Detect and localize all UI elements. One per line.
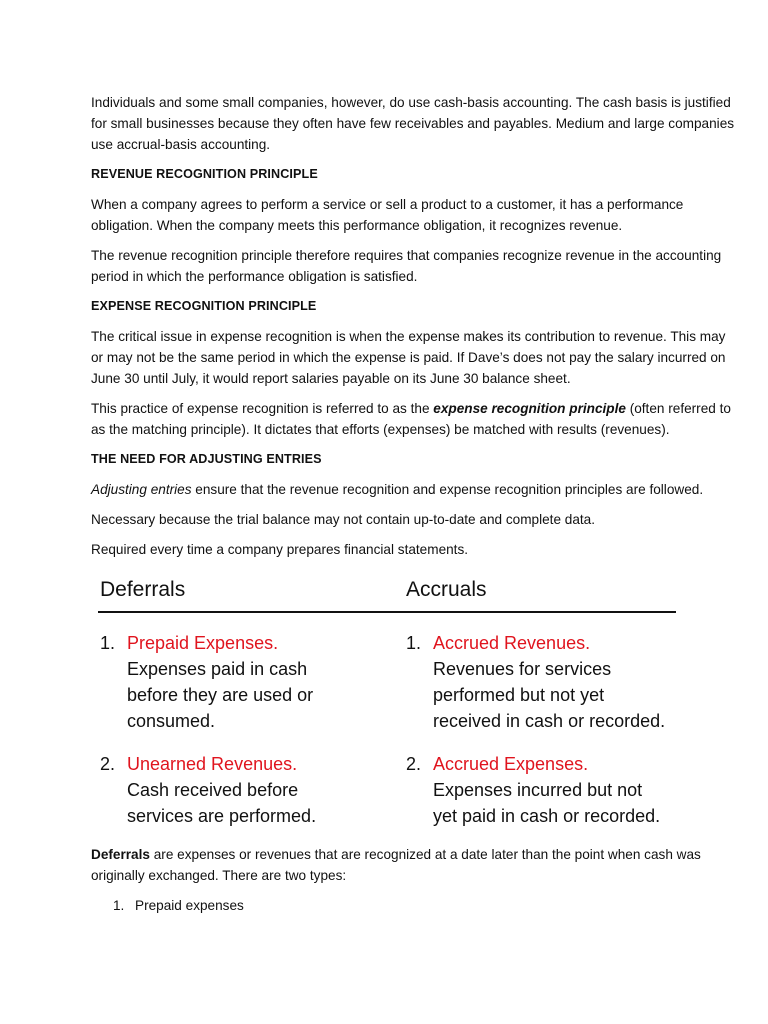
paragraph-adjusting-entries [91, 479, 741, 500]
description-line: before they are used or [127, 685, 314, 705]
item-description [433, 656, 665, 734]
list-item [91, 895, 741, 916]
paragraph-matching-principle [91, 398, 741, 440]
item-number: 1. [100, 633, 116, 653]
accruals-column [406, 572, 676, 826]
description-line: performed but not yet [433, 685, 605, 705]
item-description [127, 777, 316, 829]
paragraph-expense-critical-issue: The critical issue in expense recognition is when the expense makes its contribution to revenue. This may or may not be the same period in which the expense is paid. If Dave’s does not pay the salary incurred on June 30 until July, it would report salaries payable on its June 30 balance sheet. [91, 329, 726, 386]
heading-adjusting-entries: THE NEED FOR ADJUSTING ENTRIES [91, 452, 322, 466]
item-title: Accrued Expenses. [433, 754, 589, 774]
term-adjusting-entries: Adjusting entries [91, 482, 192, 497]
item-title: Prepaid Expenses. [127, 633, 279, 653]
deferrals-column [100, 572, 390, 826]
text-segment: ensure that the revenue recognition and expense recognition principles are followed. [191, 482, 704, 497]
deferrals-definition-section [91, 844, 741, 916]
document-body [91, 92, 741, 569]
deferrals-header: Deferrals [100, 578, 186, 601]
text-segment: are expenses or revenues that are recognized at a date later than the point when cash was originally exchanged. There are two types: [91, 847, 701, 883]
description-line: yet paid in cash or recorded. [433, 806, 661, 826]
text-segment: (often referred to as the matching principle). It dictates that efforts (expenses) be matched with results (revenues). [91, 401, 731, 437]
list-marker: 1. [113, 898, 125, 913]
list-item-text: Prepaid expenses [135, 898, 244, 913]
heading-expense-recognition: EXPENSE RECOGNITION PRINCIPLE [91, 299, 317, 313]
item-number: 2. [100, 754, 116, 774]
item-title: Accrued Revenues. [433, 633, 591, 653]
item-title: Unearned Revenues. [127, 754, 298, 774]
description-line: consumed. [127, 711, 216, 731]
description-line: Revenues for services [433, 659, 612, 679]
paragraph-financial-statements: Required every time a company prepares financial statements. [91, 542, 469, 557]
deferrals-accruals-figure [98, 572, 676, 834]
description-line: Expenses paid in cash [127, 659, 308, 679]
description-line: received in cash or recorded. [433, 711, 666, 731]
paragraph-trial-balance: Necessary because the trial balance may not contain up-to-date and complete data. [91, 512, 596, 527]
description-line: Cash received before [127, 780, 299, 800]
text-segment: This practice of expense recognition is referred to as the [91, 401, 434, 416]
item-number: 2. [406, 754, 422, 774]
heading-revenue-recognition: REVENUE RECOGNITION PRINCIPLE [91, 167, 318, 181]
item-number: 1. [406, 633, 422, 653]
paragraph-deferrals-definition [91, 844, 741, 886]
description-line: Expenses incurred but not [433, 780, 643, 800]
accruals-header: Accruals [406, 578, 487, 601]
item-description [127, 656, 313, 734]
description-line: services are performed. [127, 806, 317, 826]
term-expense-recognition-principle: expense recognition principle [433, 401, 626, 416]
paragraph-performance-obligation: When a company agrees to perform a service or sell a product to a customer, it has a performance obligation. When the company meets this performance obligation, it recognizes revenue. [91, 197, 684, 233]
paragraph-cash-basis: Individuals and some small companies, however, do use cash-basis accounting. The cash basis is justified for small businesses because they often have few receivables and payables. Medium and large companies use accrual-basis accounting. [91, 95, 735, 152]
item-description [433, 777, 660, 829]
term-deferrals: Deferrals [91, 847, 150, 862]
paragraph-revenue-principle: The revenue recognition principle therefore requires that companies recognize revenue in the accounting period in which the performance obligation is satisfied. [91, 248, 722, 284]
